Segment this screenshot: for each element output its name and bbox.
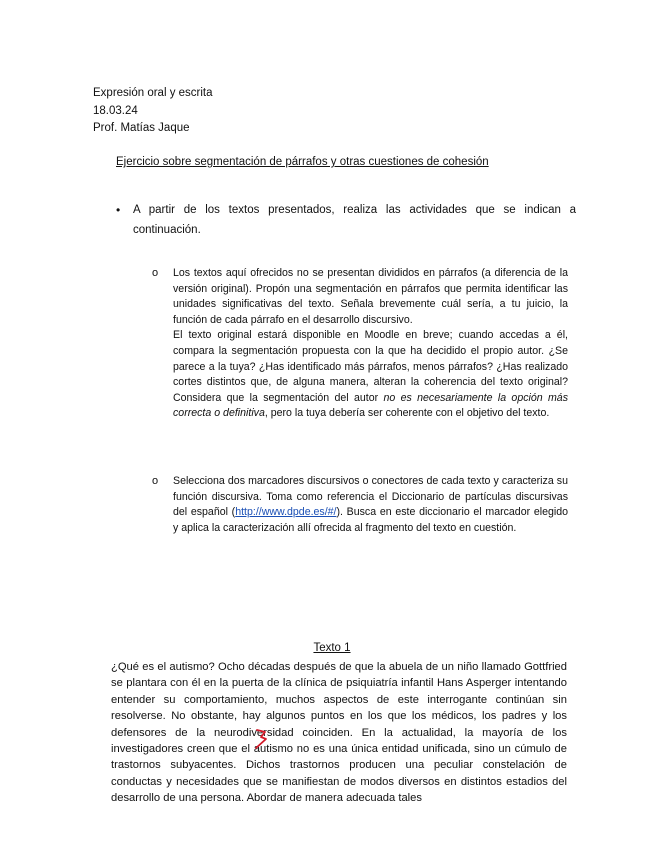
bullet-icon: •: [116, 203, 121, 217]
text-1-title: Texto 1: [313, 642, 351, 654]
course-name: Expresión oral y escrita: [93, 87, 213, 99]
task-item-1: [152, 266, 568, 422]
task-1-paragraph-2: El texto original estará disponible en Moodle en breve; cuando accedas a él, compara la segmentación propuesta con la que ha decidido el propio autor. ¿Se parece a la tuya? ¿Has identificado más párrafos, menos párrafos? ¿Has realizado cortes distintos que, de alguna manera, alteran la coherencia del texto original? Considera que la segmentación del autor no es necesariamente la opción más correcta o definitiva, pero la tuya debería ser coherente con el objetivo del texto.: [173, 329, 569, 420]
task-2-paragraph: Selecciona dos marcadores discursivos o conectores de cada texto y caracteriza su función discursiva. Toma como referencia el Diccionario de partículas discursivas del español (http://www.dpde.es/#/). Busca en este diccionario el marcador elegido y aplica la caracterización allí ofrecida al fragmento del texto en cuestión.: [173, 475, 568, 534]
exercise-title: Ejercicio sobre segmentación de párrafos y otras cuestiones de cohesión: [116, 156, 489, 168]
task-1-paragraph-1: Los textos aquí ofrecidos no se presentan divididos en párrafos (a diferencia de la versión original). Propón una segmentación en párrafos que permita identificar las unidades significativas del texto. Señala brevemente cuál sería, a tu juicio, la función de cada párrafo en el desarrollo discursivo.: [173, 267, 568, 326]
text-1-body: ¿Qué es el autismo? Ocho décadas después de que la abuela de un niño llamado Gottfried se plantara con él en la puerta de la clínica de psiquiatría infantil Hans Asperger intentando entender su comportamiento, muchos aspectos de este interrogante continúan sin resolverse. No obstante, hay algunos puntos en los que los médicos, los padres y los defensores de la neurodiversidad coinciden. En la actualidad, la mayoría de los investigadores creen que el autismo no es una única entidad unificada, sino un cúmulo de trastornos subyacentes. Dichos trastornos producen una peculiar constelación de conductas y necesidades que se manifiestan de modos diversos en distintos estadios del desarrollo de una persona. Abordar de manera adecuada tales: [111, 661, 567, 805]
instruction-text: A partir de los textos presentados, realiza las actividades que se indican a continuación.: [133, 204, 576, 236]
professor-name: Prof. Matías Jaque: [93, 122, 190, 134]
circle-bullet-icon: o: [152, 475, 159, 487]
task-item-2: [152, 474, 568, 536]
dpde-link[interactable]: http://www.dpde.es/#/: [235, 506, 337, 519]
task-1-emphasis: no es necesariamente la opción más correcta o definitiva: [173, 391, 569, 420]
pen-mark-icon: [254, 728, 268, 750]
instruction-bullet: [116, 200, 576, 240]
document-date: 18.03.24: [93, 104, 138, 117]
circle-bullet-icon: o: [152, 267, 159, 279]
document-header: [93, 85, 213, 138]
